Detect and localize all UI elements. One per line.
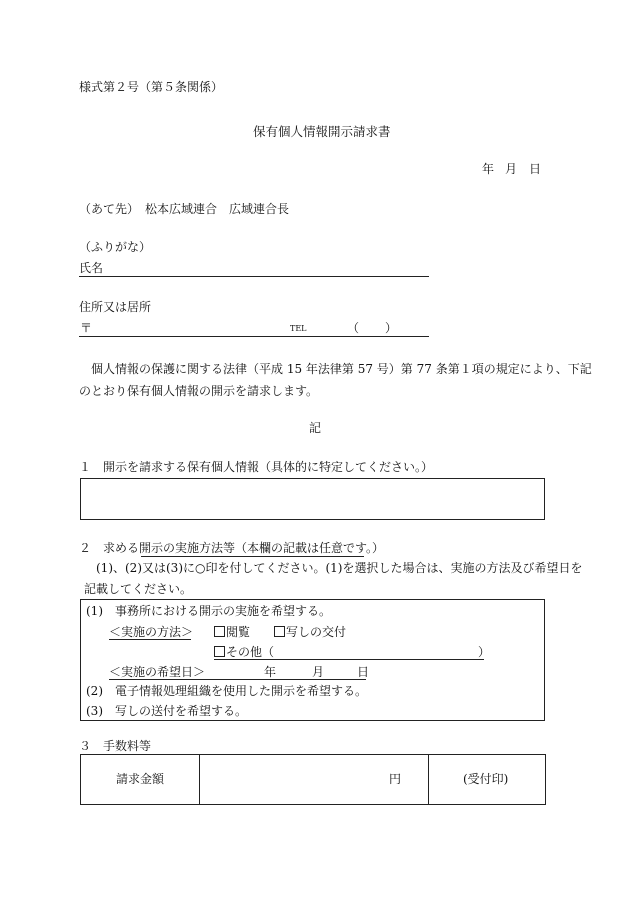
method-other-label: その他（ xyxy=(226,645,275,659)
date-month-label: 月 xyxy=(505,162,518,176)
fee-yen-label: 円 xyxy=(389,772,402,786)
method-copy-option[interactable] xyxy=(274,626,346,638)
date-label: ＜実施の希望日＞ xyxy=(109,665,206,679)
intro-line-1: 個人情報の保護に関する法律（平成 15 年法律第 57 号）第 77 条第１項の規定により、下記 xyxy=(91,362,592,376)
fee-amount-label: 請求金額 xyxy=(116,772,165,786)
hope-date-year: 年 xyxy=(264,665,277,679)
method-other-close: ） xyxy=(478,645,491,659)
method-other-underline[interactable] xyxy=(214,659,484,660)
date-year-label: 年 xyxy=(482,162,495,176)
furigana-label: （ふりがな） xyxy=(79,240,152,254)
address-label: 住所又は居所 xyxy=(79,300,152,314)
ki-heading: 記 xyxy=(309,421,322,435)
tel-paren-close: ） xyxy=(385,321,398,335)
method-label: ＜実施の方法＞ xyxy=(109,625,194,639)
section2-heading-underline xyxy=(141,556,364,557)
section2-note-line-1: (1)、(2)又は(3)に○印を付してください。(1)を選択した場合は、実施の方法及び希望日を xyxy=(96,561,583,575)
page-title: 保有個人情報開示請求書 xyxy=(253,124,391,139)
name-label: 氏名 xyxy=(79,261,104,275)
hope-date-underline[interactable] xyxy=(109,679,366,680)
option-2-text[interactable]: (2) 電子情報処理組織を使用した開示を希望する。 xyxy=(86,684,368,698)
tel-label: TEL xyxy=(290,324,307,333)
section1-heading: １ 開示を請求する保有個人情報（具体的に特定してください。） xyxy=(79,460,434,474)
hope-date-month: 月 xyxy=(312,665,325,679)
method-copy-label: 写しの交付 xyxy=(286,625,347,639)
option-3-text[interactable]: (3) 写しの送付を希望する。 xyxy=(86,704,247,718)
checkbox-icon[interactable] xyxy=(214,626,225,637)
address-underline[interactable] xyxy=(79,336,429,337)
method-browse-label: 閲覧 xyxy=(226,625,251,639)
name-underline[interactable] xyxy=(79,276,429,277)
section3-heading: ３ 手数料等 xyxy=(79,739,152,753)
option-1-text[interactable]: (1) 事務所における開示の実施を希望する。 xyxy=(86,604,331,618)
hope-date-day: 日 xyxy=(357,665,370,679)
section2-heading: ２ 求める開示の実施方法等（本欄の記載は任意です。） xyxy=(79,541,385,555)
method-browse-option[interactable] xyxy=(214,626,250,638)
receipt-stamp-label: (受付印) xyxy=(463,772,509,786)
method-other-option[interactable] xyxy=(214,646,274,658)
checkbox-icon[interactable] xyxy=(214,646,225,657)
section2-note-line-2: 記載してください。 xyxy=(84,582,193,596)
form-number: 様式第２号（第５条関係） xyxy=(79,80,224,94)
checkbox-icon[interactable] xyxy=(274,626,285,637)
addressee: （あて先） 松本広域連合 広域連合長 xyxy=(79,202,290,216)
method-label-underline xyxy=(109,639,191,640)
fee-table-divider-1 xyxy=(199,754,200,805)
intro-line-2: のとおり保有個人情報の開示を請求します。 xyxy=(79,384,319,398)
tel-paren-open: （ xyxy=(347,321,360,335)
postal-mark: 〒 xyxy=(80,321,93,335)
fee-table-divider-2 xyxy=(428,754,429,805)
requested-info-box[interactable] xyxy=(80,478,545,520)
date-day-label: 日 xyxy=(529,162,542,176)
